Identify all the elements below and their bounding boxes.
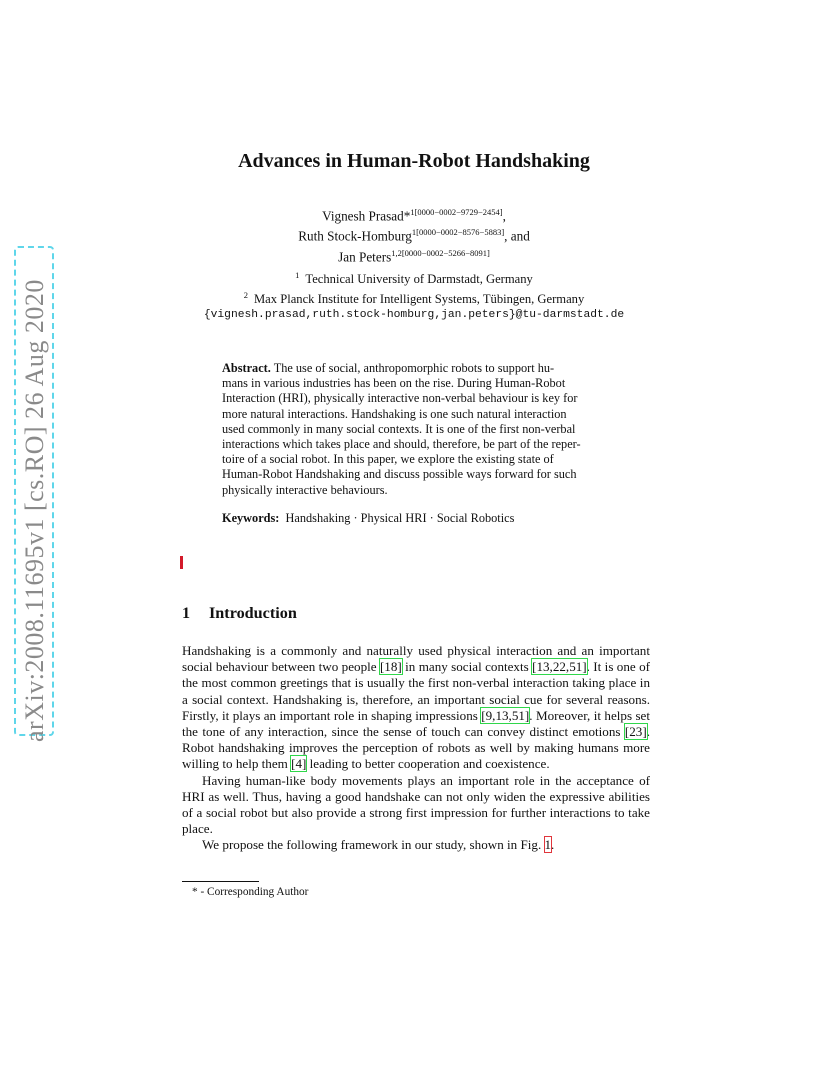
author-name: Ruth Stock-Homburg [298, 228, 412, 244]
footnote-rule [182, 881, 259, 882]
arxiv-id-text: arXiv:2008.11695v1 [cs.RO] 26 Aug 2020 [20, 279, 49, 742]
abstract-label: Abstract. [222, 361, 271, 375]
text-run: in many social contexts [401, 659, 533, 675]
section-title: Introduction [209, 604, 297, 622]
author-name: Vignesh Prasad* [322, 208, 411, 224]
paragraph: Having human-like body movements plays an important role in the acceptance of HRI as well. Thus, having a good handshake can not only widen the expressive abilities of a social robot but also provide a strong first impression for further interactions to take place. [182, 772, 650, 837]
abstract-line: toire of a social robot. In this paper, we explore the existing state of [222, 452, 554, 467]
author-sep: , and [504, 228, 530, 244]
author-line-2 [200, 224, 628, 244]
abstract-text: The use of social, anthropomorphic robots to support hu- [273, 361, 555, 375]
section-number: 1 [182, 604, 191, 622]
citation-link[interactable]: [13,22,51] [532, 659, 587, 675]
text-cursor [180, 556, 183, 569]
abstract-line: interactions which takes place and should, therefore, be part of the reper- [222, 437, 581, 452]
paragraph [182, 643, 650, 773]
author-block [200, 204, 628, 265]
keywords [222, 511, 622, 526]
author-line-1 [200, 204, 628, 224]
affiliation-text: Technical University of Darmstadt, Germany [305, 272, 533, 287]
footnote: * - Corresponding Author [192, 886, 309, 898]
abstract-line: used commonly in many social contexts. It is one of the first non-verbal [222, 421, 576, 436]
abstract-line: Interaction (HRI), physically interactive non-verbal behaviour is key for [222, 391, 578, 406]
citation-link[interactable]: [18] [379, 659, 402, 675]
text-run: . Moreover, it helps set the tone of any interaction, since the sense of touch can convey distinct emotions [182, 707, 650, 740]
citation-link[interactable]: [23] [624, 724, 647, 740]
abstract [222, 361, 612, 498]
body-text [182, 643, 650, 854]
text-run: We propose the following framework in our study, shown in Fig. [202, 837, 545, 853]
section-heading [182, 604, 297, 623]
figure-link[interactable]: 1 [544, 837, 552, 853]
author-sep: , [502, 208, 506, 224]
text-run: . [551, 837, 555, 853]
author-orcid[interactable]: 1[0000−0002−8576−5883] [411, 227, 505, 238]
affiliation-2 [180, 287, 648, 307]
paragraph [182, 837, 650, 853]
author-orcid[interactable]: 1[0000−0002−9729−2454] [410, 207, 503, 217]
keywords-label: Keywords: [222, 511, 280, 525]
abstract-line: physically interactive behaviours. [222, 482, 388, 497]
abstract-line: mans in various industries has been on the rise. During Human-Robot [222, 376, 566, 391]
affiliation-block [180, 267, 648, 323]
affiliation-number: 1 [295, 270, 300, 280]
citation-link[interactable]: [9,13,51] [481, 707, 530, 723]
abstract-line: more natural interactions. Handshaking is one such natural interaction [222, 406, 567, 421]
author-name: Jan Peters [338, 249, 392, 265]
author-orcid[interactable]: 1,2[0000−0002−5266−8091] [391, 247, 490, 258]
author-emails: {vignesh.prasad,ruth.stock-homburg,jan.peters}@tu-darmstadt.de [203, 309, 625, 322]
paper-title: Advances in Human-Robot Handshaking [238, 150, 590, 172]
text-run: . Robot handshaking improves the perception of robots as well by making humans more willing to help them [182, 724, 650, 772]
affiliation-number: 2 [243, 290, 248, 301]
abstract-line: Human-Robot Handshaking and discuss possible ways forward for such [222, 467, 577, 482]
keywords-text: Handshaking · Physical HRI · Social Robotics [285, 511, 515, 525]
citation-link[interactable]: [4] [291, 756, 307, 772]
abstract-line [222, 361, 612, 376]
affiliation-1 [180, 267, 648, 287]
text-run: leading to better cooperation and coexistence. [306, 756, 550, 772]
author-line-3 [200, 245, 628, 265]
text-run: Handshaking is a commonly and naturally used physical interaction and an important social behaviour between two people [182, 643, 650, 675]
text-run: . It is one of the most common greetings that is usually the first non-verbal interaction taking place in a social context. Handshaking is, therefore, an important social cue for several reasons. Firstly, it plays an important role in shaping impressions [182, 659, 650, 723]
affiliation-text: Max Planck Institute for Intelligent Systems, Tübingen, Germany [253, 292, 585, 307]
